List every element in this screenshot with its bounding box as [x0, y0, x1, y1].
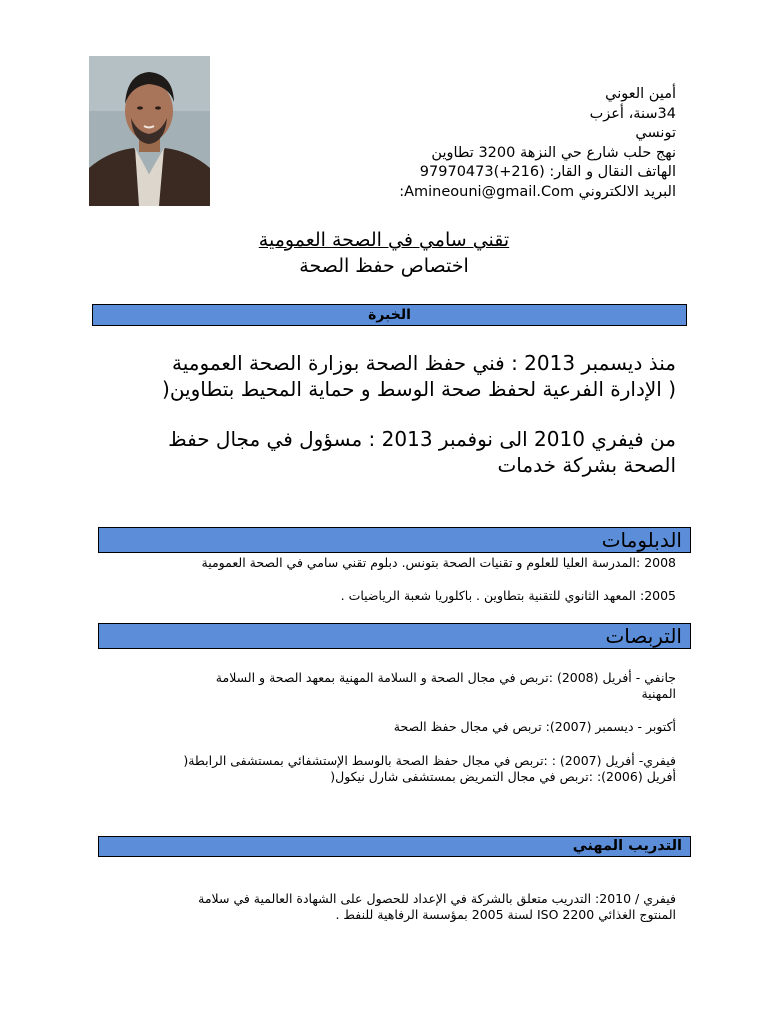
job-title: تقني سامي في الصحة العمومية [258, 229, 510, 251]
internship-line: أفريل (2006): :تربص في مجال التمريض بمستشفى شارل نيكول( [330, 769, 676, 784]
training-line: فيفري / 2010: التدريب متعلق بالشركة في الإعداد للحصول على الشهادة العالمية في سلامة [198, 891, 676, 906]
experience-heading: الخبرة [368, 307, 411, 323]
diplomas-heading: الدبلومات [601, 528, 682, 552]
experience-line: ( الإدارة الفرعية لحفظ صحة الوسط و حماية المحيط بتطاوين( [162, 377, 676, 401]
diplomas-header-bar [98, 527, 691, 553]
specialty: اختصاص حفظ الصحة [299, 255, 469, 277]
age-status: 34سنة، أعزب [589, 105, 676, 122]
experience-line: من فيفري 2010 الى نوفمبر 2013 : مسؤول في مجال حفظ [168, 427, 676, 451]
experience-header-bar [92, 304, 687, 326]
email: البريد الالكتروني Amineouni@gmail.Com: [399, 183, 676, 200]
internship-line: أكتوبر - ديسمبر (2007): تربص في مجال حفظ الصحة [393, 719, 676, 734]
internship-line: المهنية [641, 686, 676, 701]
internship-item [76, 670, 676, 702]
internship-line: فيفري- أفريل (2007) : :تربص في مجال حفظ الصحة بالوسط الإستشفائي بمستشفى الرابطة( [183, 753, 676, 768]
training-heading: التدريب المهني [572, 838, 682, 854]
phone: الهاتف النقال و القار: (216+)97970473 [419, 164, 676, 180]
internship-item [76, 753, 676, 785]
training-line: المنتوج الغذائي ISO 2200 لسنة 2005 بمؤسسة الرفاهية للنفط . [335, 907, 676, 922]
experience-line: منذ ديسمبر 2013 : فني حفظ الصحة بوزارة الصحة العمومية [172, 351, 676, 375]
training-item [76, 891, 676, 923]
personal-info [256, 85, 676, 202]
internship-line: جانفي - أفريل (2008) :تربص في مجال الصحة و السلامة المهنية بمعهد الصحة و السلامة [215, 670, 676, 685]
experience-item [76, 350, 676, 402]
diploma-item: 2005: المعهد الثانوي للتقنية بتطاوين . باكلوريا شعبة الرياضيات . [340, 588, 676, 603]
profile-photo [89, 56, 210, 206]
experience-line: الصحة بشركة خدمات [497, 453, 676, 477]
internships-heading: التربصات [605, 624, 682, 648]
address: نهج حلب شارع حي النزهة 3200 تطاوين [431, 144, 676, 161]
internship-item [76, 719, 676, 735]
experience-item [76, 426, 676, 478]
person-name: أمين العوني [605, 86, 676, 102]
training-header-bar [98, 836, 691, 857]
diploma-item: 2008 :المدرسة العليا للعلوم و تقنيات الصحة بتونس. دبلوم تقني سامي في الصحة العمومية [201, 555, 676, 570]
person-portrait-icon [89, 56, 210, 206]
nationality: تونسي [635, 125, 676, 141]
internships-header-bar [98, 623, 691, 649]
